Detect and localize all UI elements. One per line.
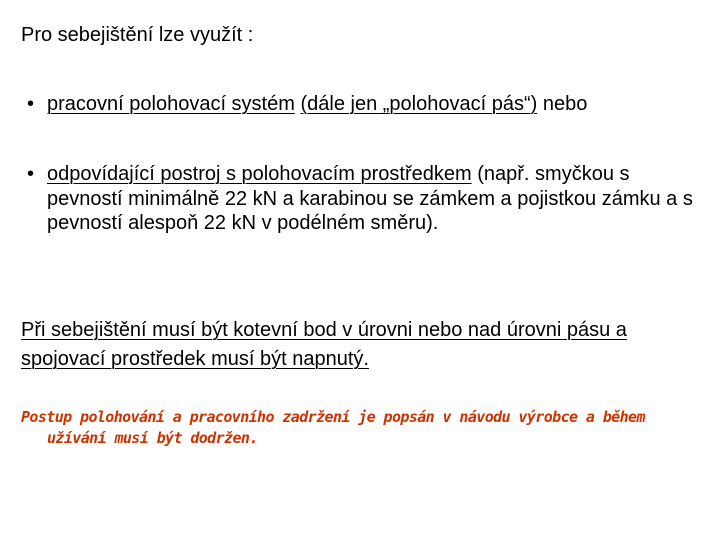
bullet-symbol: • [27,163,35,185]
bullet-text-suffix: nebo [537,93,588,115]
bullet-item-positioning-system [27,92,707,117]
intro-text: Pro sebejištění lze využít : [21,24,254,46]
underlined-term-positioning-belt: (dále jen „polohovací pás“) [300,93,538,115]
anchor-requirement-paragraph: Při sebejištění musí být kotevní bod v úrovni nebo nad úrovni pásu a spojovací prostředek musí být napnutý. [21,319,627,370]
bullet-symbol: • [27,93,35,115]
bullet-text [47,92,707,117]
bullet-item-harness [27,162,707,236]
manufacturer-note: Postup polohování a pracovního zadržení je popsán v návodu výrobce a během užívání musí být dodržen. [21,408,645,447]
underlined-term-harness: odpovídající postroj s polohovacím prostředkem [47,163,472,185]
bullet-text [47,162,707,236]
bullet-text-details: (např. smyčkou s pevností minimálně 22 kN a karabinou se zámkem a pojistkou zámku a s pevností alespoň 22 kN v podélném směru). [47,163,693,234]
underlined-term-positioning-system: pracovní polohovací systém [47,93,295,115]
